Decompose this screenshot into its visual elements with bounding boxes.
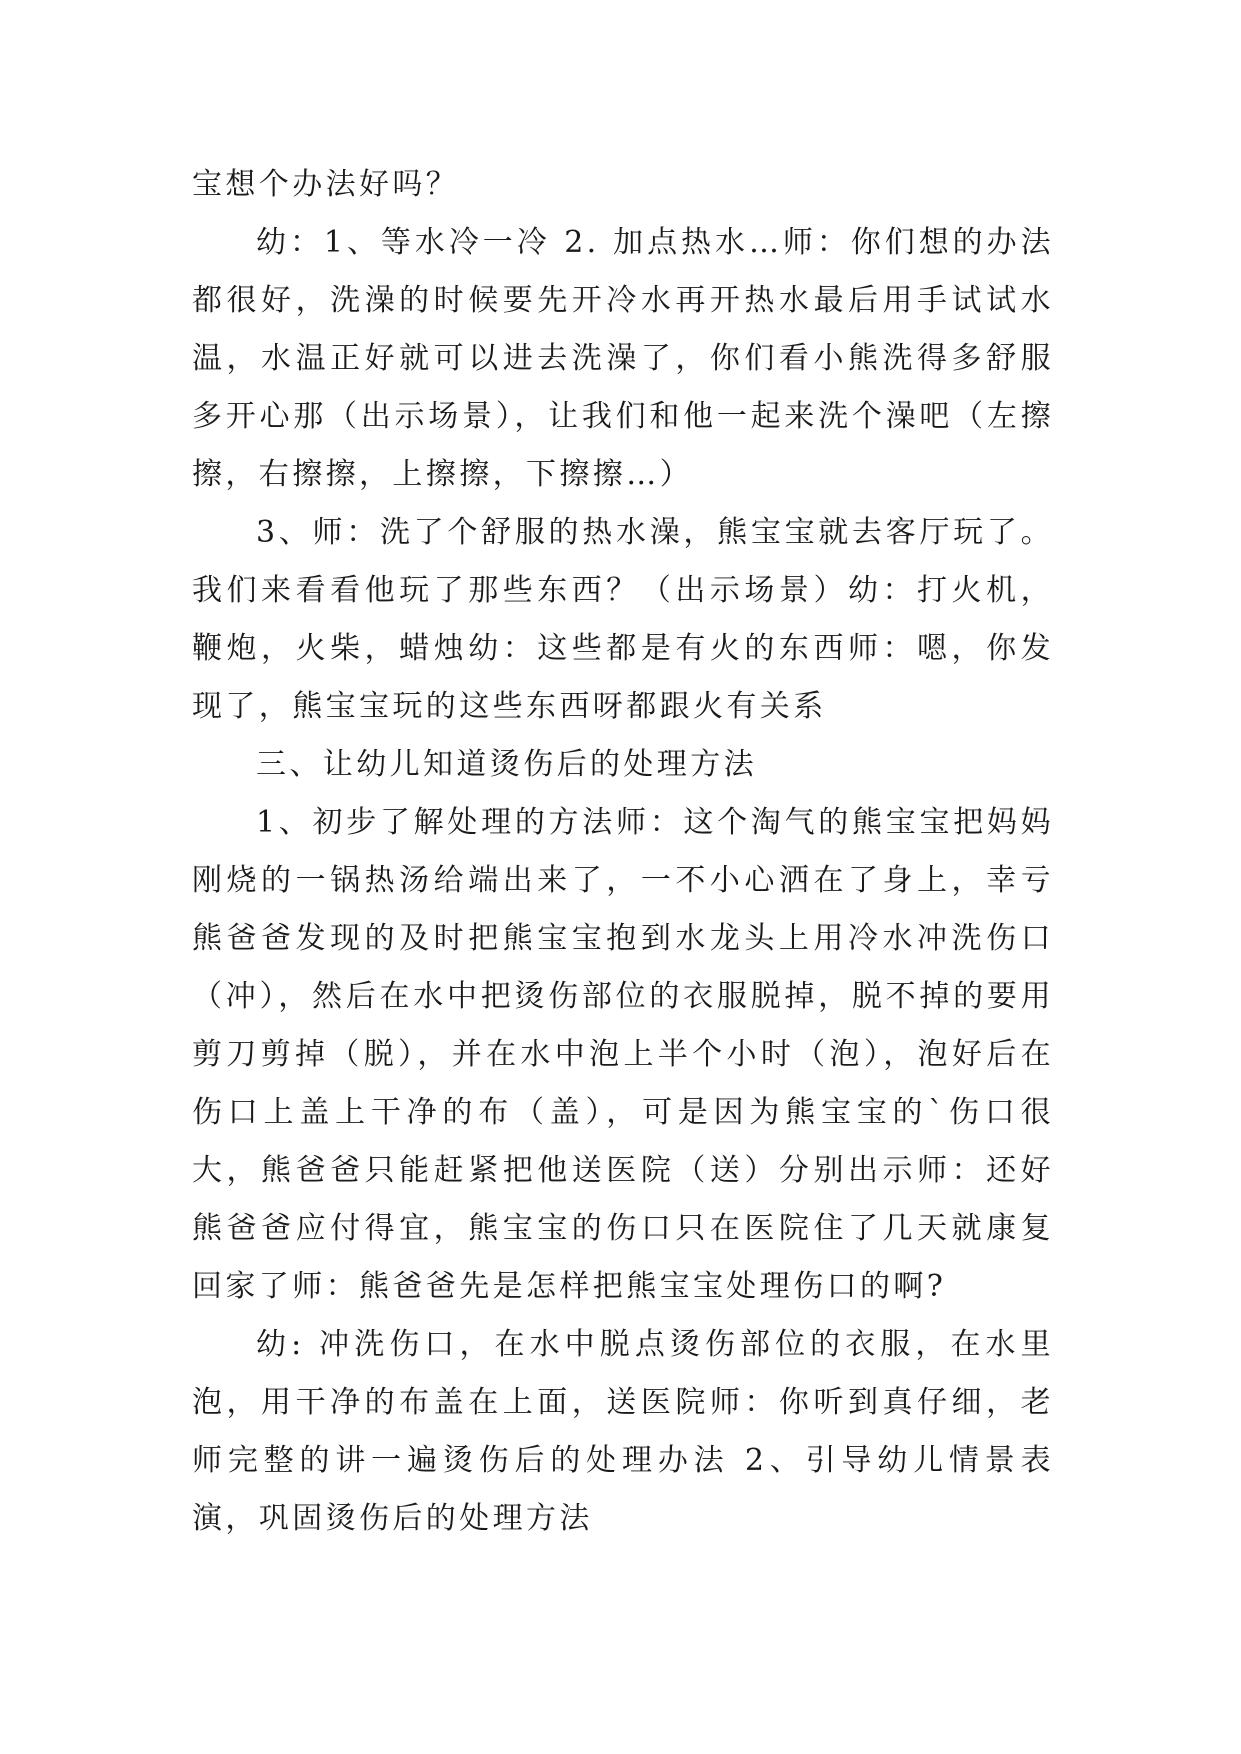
paragraph-5: 1、初步了解处理的方法师：这个淘气的熊宝宝把妈妈刚烧的一锅热汤给端出来了，一不小心洒在了身上，幸亏熊爸爸发现的及时把熊宝宝抱到水龙头上用冷水冲洗伤口（冲），然后在水中把烫伤部位的衣服脱掉，脱不掉的要用剪刀剪掉（脱），并在水中泡上半个小时（泡），泡好后在伤口上盖上干净的布（盖），可是因为熊宝宝的`伤口很大，熊爸爸只能赶紧把他送医院（送）分别出示师：还好熊爸爸应付得宜，熊宝宝的伤口只在医院住了几天就康复回家了师：熊爸爸先是怎样把熊宝宝处理伤口的啊? — [192, 805, 1054, 1304]
paragraph-3: 3、师：洗了个舒服的热水澡，熊宝宝就去客厅玩了。我们来看看他玩了那些东西？（出示场景）幼：打火机，鞭炮，火柴，蜡烛幼：这些都是有火的东西师：嗯，你发现了，熊宝宝玩的这些东西呀都跟火有关系 — [192, 515, 1054, 724]
document-body — [192, 156, 1054, 1548]
paragraph-1: 宝想个办法好吗？ — [192, 167, 460, 202]
paragraph-6: 幼: 冲洗伤口，在水中脱点烫伤部位的衣服，在水里泡，用干净的布盖在上面，送医院师：你听到真仔细，老师完整的讲一遍烫伤后的处理办法 2、引导幼儿情景表演，巩固烫伤后的处理方法 — [192, 1327, 1054, 1536]
section-heading: 三、让幼儿知道烫伤后的处理方法 — [256, 747, 757, 782]
paragraph-2: 幼：1、等水冷一冷 2. 加点热水…师：你们想的办法都很好，洗澡的时候要先开冷水再开热水最后用手试试水温，水温正好就可以进去洗澡了，你们看小熊洗得多舒服多开心那（出示场景），让我们和他一起来洗个澡吧（左擦擦，右擦擦，上擦擦，下擦擦…） — [192, 225, 1054, 492]
